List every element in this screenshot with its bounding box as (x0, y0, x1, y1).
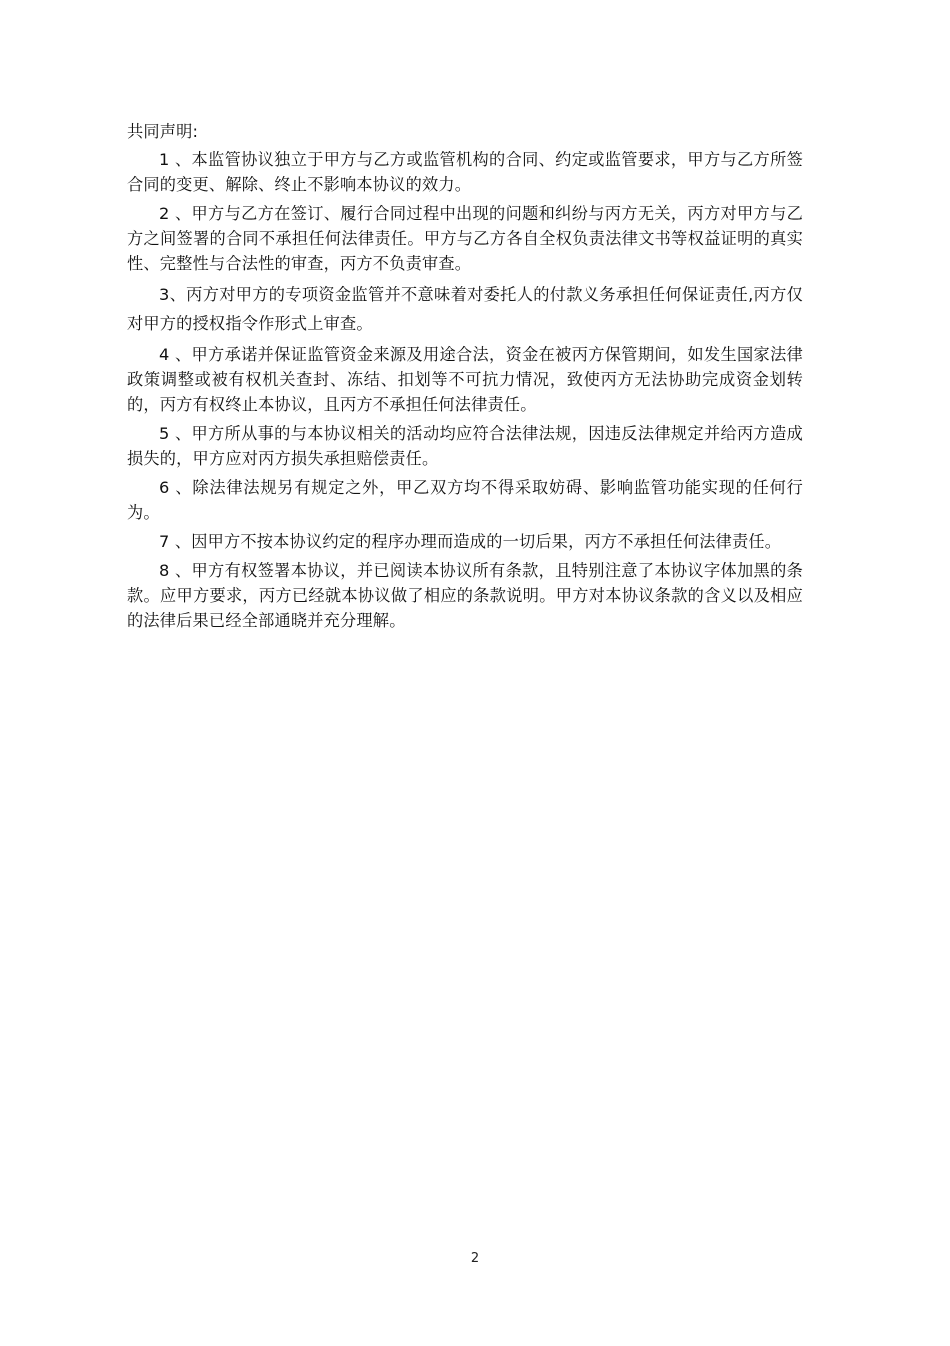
clause-6: 6 、除法律法规另有规定之外，甲乙双方均不得采取妨碍、影响监管功能实现的任何行为。 (127, 478, 803, 522)
section-heading: 共同声明: (127, 122, 199, 141)
clause-8: 8 、甲方有权签署本协议，并已阅读本协议所有条款，且特别注意了本协议字体加黑的条款。应甲方要求，丙方已经就本协议做了相应的条款说明。甲方对本协议条款的含义以及相应的法律后果已经全部通晓并充分理解。 (127, 561, 803, 630)
clause-4: 4 、甲方承诺并保证监管资金来源及用途合法，资金在被丙方保管期间，如发生国家法律政策调整或被有权机关查封、冻结、扣划等不可抗力情况，致使丙方无法协助完成资金划转的，丙方有权终止本协议，且丙方不承担任何法律责任。 (127, 345, 803, 414)
clause-2: 2 、甲方与乙方在签订、履行合同过程中出现的问题和纠纷与丙方无关，丙方对甲方与乙方之间签署的合同不承担任何法律责任。甲方与乙方各自全权负责法律文书等权益证明的真实性、完整性与合法性的审查，丙方不负责审查。 (127, 204, 803, 273)
page-number: 2 (470, 1251, 480, 1266)
clause-5: 5 、甲方所从事的与本协议相关的活动均应符合法律法规，因违反法律规定并给丙方造成损失的，甲方应对丙方损失承担赔偿责任。 (127, 424, 803, 468)
document-body (127, 119, 803, 637)
clause-1: 1 、本监管协议独立于甲方与乙方或监管机构的合同、约定或监管要求，甲方与乙方所签合同的变更、解除、终止不影响本协议的效力。 (127, 150, 803, 194)
clause-3: 3、丙方对甲方的专项资金监管并不意味着对委托人的付款义务承担任何保证责任,丙方仅对甲方的授权指令作形式上审查。 (127, 285, 803, 333)
clause-7: 7 、因甲方不按本协议约定的程序办理而造成的一切后果，丙方不承担任何法律责任。 (159, 532, 782, 551)
